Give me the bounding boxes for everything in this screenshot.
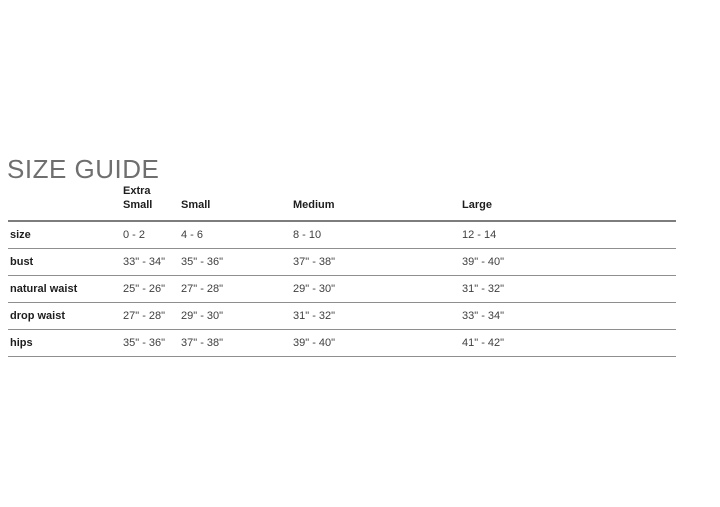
cell-drop-waist-extra-small: 27" - 28" bbox=[123, 303, 181, 330]
column-header-large: Large bbox=[462, 184, 676, 221]
table-header-row bbox=[8, 184, 676, 221]
row-label-size: size bbox=[8, 221, 123, 249]
cell-natural-waist-extra-small: 25" - 26" bbox=[123, 276, 181, 303]
row-label-hips: hips bbox=[8, 330, 123, 357]
cell-drop-waist-large: 33" - 34" bbox=[462, 303, 676, 330]
cell-size-small: 4 - 6 bbox=[181, 221, 293, 249]
cell-bust-small: 35" - 36" bbox=[181, 249, 293, 276]
cell-drop-waist-small: 29" - 30" bbox=[181, 303, 293, 330]
column-header-small: Small bbox=[181, 184, 293, 221]
cell-size-large: 12 - 14 bbox=[462, 221, 676, 249]
row-label-bust: bust bbox=[8, 249, 123, 276]
cell-bust-medium: 37" - 38" bbox=[293, 249, 462, 276]
cell-hips-medium: 39" - 40" bbox=[293, 330, 462, 357]
cell-size-medium: 8 - 10 bbox=[293, 221, 462, 249]
size-guide-table bbox=[8, 184, 676, 357]
table-row-natural-waist bbox=[8, 276, 676, 303]
row-label-natural-waist: natural waist bbox=[8, 276, 123, 303]
table-row-drop-waist bbox=[8, 303, 676, 330]
cell-drop-waist-medium: 31" - 32" bbox=[293, 303, 462, 330]
cell-natural-waist-small: 27" - 28" bbox=[181, 276, 293, 303]
table-row-hips bbox=[8, 330, 676, 357]
cell-hips-small: 37" - 38" bbox=[181, 330, 293, 357]
cell-bust-extra-small: 33" - 34" bbox=[123, 249, 181, 276]
cell-hips-large: 41" - 42" bbox=[462, 330, 676, 357]
table-row-size bbox=[8, 221, 676, 249]
table-row-bust bbox=[8, 249, 676, 276]
cell-natural-waist-medium: 29" - 30" bbox=[293, 276, 462, 303]
cell-size-extra-small: 0 - 2 bbox=[123, 221, 181, 249]
column-header-extra-small: Extra Small bbox=[123, 184, 181, 221]
column-header-medium: Medium bbox=[293, 184, 462, 221]
cell-bust-large: 39" - 40" bbox=[462, 249, 676, 276]
page-title: SIZE GUIDE bbox=[7, 154, 160, 185]
column-header-blank bbox=[8, 184, 123, 221]
row-label-drop-waist: drop waist bbox=[8, 303, 123, 330]
cell-hips-extra-small: 35" - 36" bbox=[123, 330, 181, 357]
cell-natural-waist-large: 31" - 32" bbox=[462, 276, 676, 303]
